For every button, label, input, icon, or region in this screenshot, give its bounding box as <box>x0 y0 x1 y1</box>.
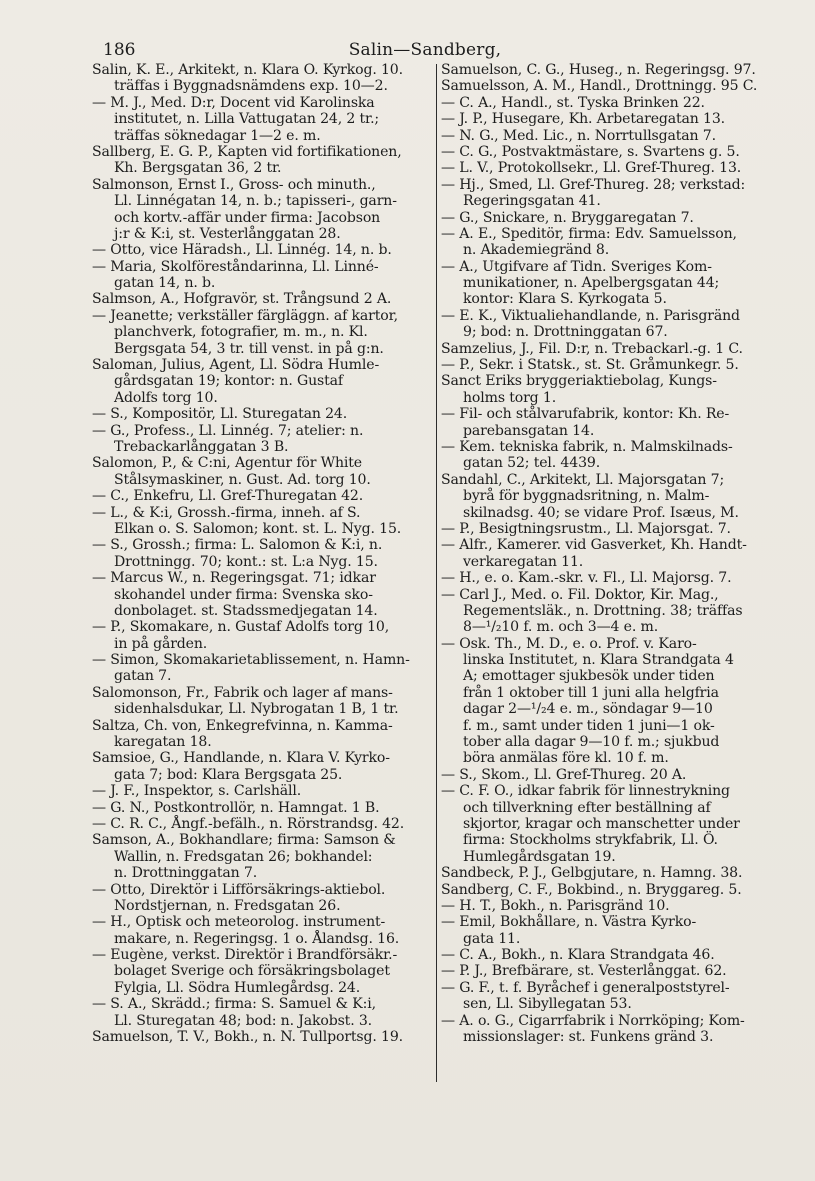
entry-line: bolaget Sverige och försäkringsbolaget <box>114 963 390 980</box>
entry-line: — Carl J., Med. o. Fil. Doktor, Kir. Mag., <box>441 586 719 603</box>
entry-line: firma: Stockholms strykfabrik, Ll. Ö. <box>463 832 718 849</box>
entry-line: Salin, K. E., Arkitekt, n. Klara O. Kyrkog. 10. <box>92 62 403 78</box>
entry-line: kontor: Klara S. Kyrkogata 5. <box>463 291 667 308</box>
entry-line: linska Institutet, n. Klara Strandgata 4 <box>463 652 734 669</box>
entry-line: gatan 14, n. b. <box>114 275 216 292</box>
entry-line: Samsioe, G., Handlande, n. Klara V. Kyrko- <box>92 750 390 767</box>
entry-line: n. Drottninggatan 7. <box>114 865 258 882</box>
entry-line: — S., Skom., Ll. Gref-Thureg. 20 A. <box>441 766 687 783</box>
entry-line: Salmonson, Ernst I., Gross- och minuth., <box>92 176 376 193</box>
entry-line: 8—¹/₂10 f. m. och 3—4 e. m. <box>463 619 659 636</box>
entry-line: — L., & K:i, Grossh.-firma, inneh. af S. <box>92 504 361 521</box>
entry-line: Stålsymaskiner, n. Gust. Ad. torg 10. <box>114 471 371 488</box>
entry-line: f. m., samt under tiden 1 juni—1 ok- <box>463 717 715 734</box>
page-number: 186 <box>103 40 136 60</box>
entry-line: gatan 7. <box>114 668 172 685</box>
entry-line: in på gården. <box>114 635 208 652</box>
entry-line: — Otto, Direktör i Lifförsäkrings-aktiebol. <box>92 881 386 898</box>
entry-line: — G. N., Postkontrollör, n. Hamngat. 1 B. <box>92 799 380 816</box>
entry-line: — M. J., Med. D:r, Docent vid Karolinska <box>92 94 375 111</box>
entry-line: — Kem. tekniska fabrik, n. Malmskilnads- <box>441 438 733 455</box>
entry-line: — P., Besigtningsrustm., Ll. Majorsgat. 7. <box>441 520 731 537</box>
left-column <box>92 62 432 1045</box>
entry-line: Sandberg, C. F., Bokbind., n. Bryggareg. 5. <box>441 881 742 898</box>
entry-line: Salmson, A., Hofgravör, st. Trångsund 2 A. <box>92 291 392 308</box>
entry-line: Saltza, Ch. von, Enkegrefvinna, n. Kamma- <box>92 717 393 734</box>
entry-line: — S., Grossh.; firma: L. Salomon & K:i, n. <box>92 537 383 554</box>
entry-line: planchverk, fotografier, m. m., n. Kl. <box>114 324 368 341</box>
entry-line: — Otto, vice Häradsh., Ll. Linnég. 14, n. b. <box>92 242 392 259</box>
entry-line: Saloman, Julius, Agent, Ll. Södra Humle- <box>92 357 380 374</box>
entry-line: — C. A., Bokh., n. Klara Strandgata 46. <box>441 947 715 964</box>
entry-line: Bergsgata 54, 3 tr. till venst. in på g:n. <box>114 340 384 357</box>
entry-line: sidenhalsdukar, Ll. Nybrogatan 1 B, 1 tr. <box>114 701 399 718</box>
entry-line: och tillverkning efter beställning af <box>463 799 711 816</box>
entry-line: — P., Sekr. i Statsk., st. St. Gråmunkegr. 5. <box>441 357 739 374</box>
entry-line: — C. G., Postvaktmästare, s. Svartens g. 5. <box>441 143 740 160</box>
entry-line: — Osk. Th., M. D., e. o. Prof. v. Karo- <box>441 635 697 652</box>
entry-line: Fylgia, Ll. Södra Humlegårdsg. 24. <box>114 979 361 996</box>
entry-line: Kh. Bergsgatan 36, 2 tr. <box>114 160 282 177</box>
entry-line: träffas söknedagar 1—2 e. m. <box>114 127 321 144</box>
entry-line: gårdsgatan 19; kontor: n. Gustaf <box>114 373 343 390</box>
entry-line: — C. A., Handl., st. Tyska Brinken 22. <box>441 94 705 111</box>
entry-line: gatan 52; tel. 4439. <box>463 455 601 472</box>
entry-line: Sandahl, C., Arkitekt, Ll. Majorsgatan 7; <box>441 471 725 488</box>
entry-line: — Fil- och stålvarufabrik, kontor: Kh. Re- <box>441 406 730 423</box>
entry-line: Samson, A., Bokhandlare; firma: Samson & <box>92 832 396 849</box>
entry-line: Regementsläk., n. Drottning. 38; träffas <box>463 602 743 619</box>
entry-line: missionslager: st. Funkens gränd 3. <box>463 1029 714 1046</box>
entry-line: — Emil, Bokhållare, n. Västra Kyrko- <box>441 914 697 931</box>
entry-line: n. Akademiegränd 8. <box>463 242 610 259</box>
entry-line: — Jeanette; verkställer färgläggn. af kartor, <box>92 307 398 324</box>
entry-line: — Eugène, verkst. Direktör i Brandförsäkr.- <box>92 947 398 964</box>
entry-line: donbolaget. st. Stadssmedjegatan 14. <box>114 602 378 619</box>
page-header <box>95 40 755 64</box>
entry-line: holms torg 1. <box>463 389 557 406</box>
entry-line: — Hj., Smed, Ll. Gref-Thureg. 28; verkstad: <box>441 176 746 193</box>
entry-line: munikationer, n. Apelbergsgatan 44; <box>463 275 720 292</box>
entry-line: — H. T., Bokh., n. Parisgränd 10. <box>441 897 670 914</box>
entry-line: gata 11. <box>463 930 521 947</box>
entry-line: Regeringsgatan 41. <box>463 193 601 210</box>
entry-line: verkaregatan 11. <box>463 553 584 570</box>
entry-line: träffas i Byggnadsnämdens exp. 10—2. <box>114 78 388 95</box>
entry-line: — N. G., Med. Lic., n. Norrtullsgatan 7. <box>441 127 716 144</box>
entry-line: — G. F., t. f. Byråchef i generalpoststyrel- <box>441 979 730 996</box>
entry-line: — C. F. O., idkar fabrik för linnestrykning <box>441 783 730 800</box>
entry-line: — S. A., Skrädd.; firma: S. Samuel & K:i, <box>92 996 376 1013</box>
entry-line: — G., Profess., Ll. Linnég. 7; atelier: n. <box>92 422 364 439</box>
entry-line: Humlegårdsgatan 19. <box>463 848 616 865</box>
entry-line: — A., Utgifvare af Tidn. Sveriges Kom- <box>441 258 712 275</box>
entry-line: — P., Skomakare, n. Gustaf Adolfs torg 10, <box>92 619 390 636</box>
entry-line: tober alla dagar 9—10 f. m.; sjukbud <box>463 734 720 751</box>
entry-line: — S., Kompositör, Ll. Sturegatan 24. <box>92 406 348 423</box>
entry-line: — P. J., Brefbärare, st. Vesterlånggat. 62. <box>441 963 727 980</box>
entry-line: karegatan 18. <box>114 734 212 751</box>
right-column <box>441 62 781 1045</box>
entry-line: och kortv.-affär under firma: Jacobson <box>114 209 381 226</box>
entry-line: — G., Snickare, n. Bryggaregatan 7. <box>441 209 694 226</box>
entry-line: — Marcus W., n. Regeringsgat. 71; idkar <box>92 570 376 587</box>
entry-line: byrå för byggnadsritning, n. Malm- <box>463 488 710 505</box>
entry-line: Sallberg, E. G. P., Kapten vid fortifikationen, <box>92 143 402 160</box>
entry-line: Samuelsson, A. M., Handl., Drottningg. 95 C. <box>441 78 758 95</box>
entry-line: Ll. Sturegatan 48; bod: n. Jakobst. 3. <box>114 1012 373 1029</box>
entry-line: Salomon, P., & C:ni, Agentur för White <box>92 455 362 472</box>
column-divider <box>436 64 437 1082</box>
entry-line: — H., Optisk och meteorolog. instrument- <box>92 914 386 931</box>
entry-line: Ll. Linnégatan 14, n. b.; tapisseri-, garn- <box>114 193 397 210</box>
entry-line: — L. V., Protokollsekr., Ll. Gref-Thureg. 13. <box>441 160 742 177</box>
entry-line: Trebackarlånggatan 3 B. <box>114 438 289 455</box>
entry-line: gata 7; bod: Klara Bergsgata 25. <box>114 766 343 783</box>
entry-line: Wallin, n. Fredsgatan 26; bokhandel: <box>114 848 373 865</box>
entry-line: 9; bod: n. Drottninggatan 67. <box>463 324 668 341</box>
entry-line: Sandbeck, P. J., Gelbgjutare, n. Hamng. 38. <box>441 865 743 882</box>
entry-line: Sanct Eriks bryggeriaktiebolag, Kungs- <box>441 373 717 390</box>
entry-line: institutet, n. Lilla Vattugatan 24, 2 tr.; <box>114 111 380 128</box>
entry-line: Elkan o. S. Salomon; kont. st. L. Nyg. 15. <box>114 520 402 537</box>
entry-line: makare, n. Regeringsg. 1 o. Ålandsg. 16. <box>114 930 400 947</box>
entry-line: — Maria, Skolföreståndarinna, Ll. Linné- <box>92 258 379 275</box>
entry-line: Samuelson, T. V., Bokh., n. N. Tullportsg. 19. <box>92 1029 403 1046</box>
entry-line: j:r & K:i, st. Vesterlånggatan 28. <box>114 225 341 242</box>
entry-line: Samzelius, J., Fil. D:r, n. Trebackarl.-g. 1 C. <box>441 340 743 357</box>
entry-line: böra anmälas före kl. 10 f. m. <box>463 750 669 767</box>
entry-line: Salomonson, Fr., Fabrik och lager af mans- <box>92 684 393 701</box>
entry-line: A; emottager sjukbesök under tiden <box>463 668 715 685</box>
entry-line: — J. F., Inspektor, s. Carlshäll. <box>92 783 302 800</box>
entry-line: sen, Ll. Sibyllegatan 53. <box>463 996 632 1013</box>
entry-line: — Simon, Skomakarietablissement, n. Hamn- <box>92 652 410 669</box>
entry-line: från 1 oktober till 1 juni alla helgfria <box>463 684 719 701</box>
entry-line: dagar 2—¹/₂4 e. m., söndagar 9—10 <box>463 701 713 718</box>
entry-line: Nordstjernan, n. Fredsgatan 26. <box>114 897 341 914</box>
entry-line: Adolfs torg 10. <box>114 389 218 406</box>
entry-line: Samuelson, C. G., Huseg., n. Regeringsg. 97. <box>441 62 756 78</box>
entry-line: — E. K., Viktualiehandlande, n. Parisgränd <box>441 307 740 324</box>
entry-line: skjortor, kragar och manschetter under <box>463 815 740 832</box>
entry-line: — A. E., Speditör, firma: Edv. Samuelsson, <box>441 225 737 242</box>
entry-line: — C. R. C., Ångf.-befälh., n. Rörstrandsg. 42. <box>92 815 405 832</box>
entry-line: — A. o. G., Cigarrfabrik i Norrköping; Kom- <box>441 1012 745 1029</box>
entry-line: — H., e. o. Kam.-skr. v. Fl., Ll. Majorsg. 7. <box>441 570 732 587</box>
entry-line: parebansgatan 14. <box>463 422 595 439</box>
entry-line: Drottningg. 70; kont.: st. L:a Nyg. 15. <box>114 553 378 570</box>
entry-line: skohandel under firma: Svenska sko- <box>114 586 373 603</box>
running-head: Salin—Sandberg, <box>348 40 502 60</box>
entry-line: — Alfr., Kamerer. vid Gasverket, Kh. Handt- <box>441 537 747 554</box>
entry-line: skilnadsg. 40; se vidare Prof. Isæus, M. <box>463 504 739 521</box>
entry-line: — C., Enkefru, Ll. Gref-Thuregatan 42. <box>92 488 364 505</box>
entry-line: — J. P., Husegare, Kh. Arbetaregatan 13. <box>441 111 726 128</box>
